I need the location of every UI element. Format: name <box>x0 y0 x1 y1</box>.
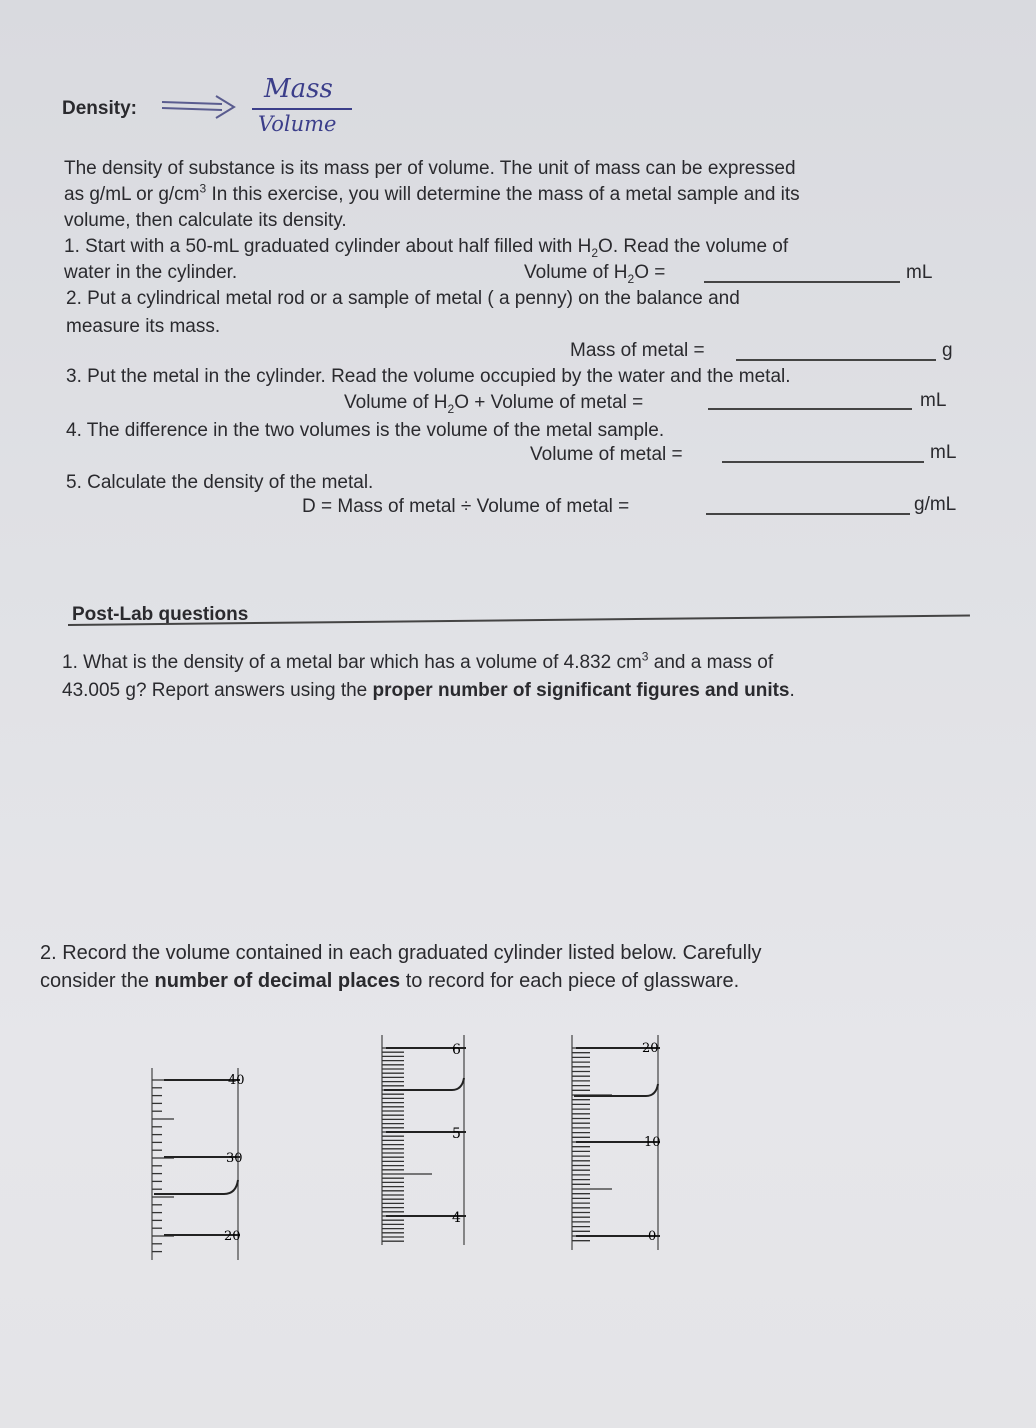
step4-volume-blank[interactable] <box>722 461 924 463</box>
cylinder-3 <box>562 1030 682 1255</box>
step5-unit: g/mL <box>914 494 957 515</box>
step3-field-label: Volume of $H_2O$ + Volume of metal = <box>344 392 644 416</box>
handwritten-volume: Volume <box>258 112 337 136</box>
step1-volume-blank[interactable] <box>704 281 900 283</box>
step4-unit: mL <box>930 442 957 463</box>
cylinder-2 <box>372 1030 482 1250</box>
handwritten-mass: Mass <box>264 74 333 104</box>
step4-field-label: Volume of metal = <box>530 444 683 465</box>
cyl1-label-bottom: 20 <box>224 1229 241 1244</box>
cyl2-label-top: 6 <box>452 1042 461 1058</box>
step2-line-1: 2. Put a cylindrical metal rod or a sample of metal ( a penny) on the balance and <box>66 288 740 309</box>
step5-density-blank[interactable] <box>706 513 910 515</box>
step2-mass-blank[interactable] <box>736 359 936 361</box>
cyl3-label-mid: 10 <box>644 1135 661 1150</box>
cylinder-1 <box>140 1060 250 1265</box>
q2-line-1: 2. Record the volume contained in each graduated cylinder listed below. Carefully <box>40 942 762 964</box>
step3-volume-blank[interactable] <box>708 408 912 410</box>
q1-line-1: 1. What is the density of a metal bar which has a volume of 4.832 $cm^3$ and a mass of <box>62 649 774 673</box>
cyl2-label-bottom: 4 <box>452 1210 461 1226</box>
q1-line-2: 43.005 g? Report answers using the proper number of significant figures and units. <box>62 680 795 701</box>
step2-line-2: measure its mass. <box>66 316 221 337</box>
cyl3-label-bottom: 0 <box>648 1229 657 1244</box>
q2-line-2: consider the number of decimal places to record for each piece of glassware. <box>40 970 740 992</box>
meniscus-2 <box>384 1078 464 1090</box>
step5-field-label: D = Mass of metal ÷ Volume of metal = <box>302 496 630 517</box>
meniscus-1 <box>154 1180 238 1194</box>
cyl1-label-mid: 30 <box>226 1151 243 1166</box>
step5-line-1: 5. Calculate the density of the metal. <box>66 472 374 493</box>
cyl3-label-top: 20 <box>642 1041 659 1056</box>
arrow-icon <box>160 92 240 122</box>
step3-unit: mL <box>920 390 947 411</box>
step3-line-1: 3. Put the metal in the cylinder. Read the volume occupied by the water and the metal. <box>66 366 791 387</box>
density-label: Density: <box>62 98 137 119</box>
step1-unit: mL <box>906 262 933 283</box>
fraction-bar <box>252 108 352 110</box>
intro-line-1: The density of substance is its mass per of volume. The unit of mass can be expressed <box>64 158 796 179</box>
cyl2-label-mid: 5 <box>452 1126 461 1142</box>
step4-line-1: 4. The difference in the two volumes is the volume of the metal sample. <box>66 420 665 441</box>
postlab-heading: Post-Lab questions <box>72 604 249 625</box>
intro-line-3: volume, then calculate its density. <box>64 210 347 231</box>
step1-line-2: water in the cylinder. <box>64 262 238 283</box>
step1-field-label: Volume of $H_2O$ = <box>524 262 666 286</box>
step2-unit: g <box>942 340 953 361</box>
step2-field-label: Mass of metal = <box>570 340 705 361</box>
step1-line-1: 1. Start with a 50-mL graduated cylinder about half filled with $H_2O$. Read the volume of <box>64 236 789 260</box>
cyl1-label-top: 40 <box>228 1073 245 1088</box>
intro-line-2: as g/mL or $g/cm^3$ In this exercise, you will determine the mass of a metal sample and its <box>64 181 800 205</box>
